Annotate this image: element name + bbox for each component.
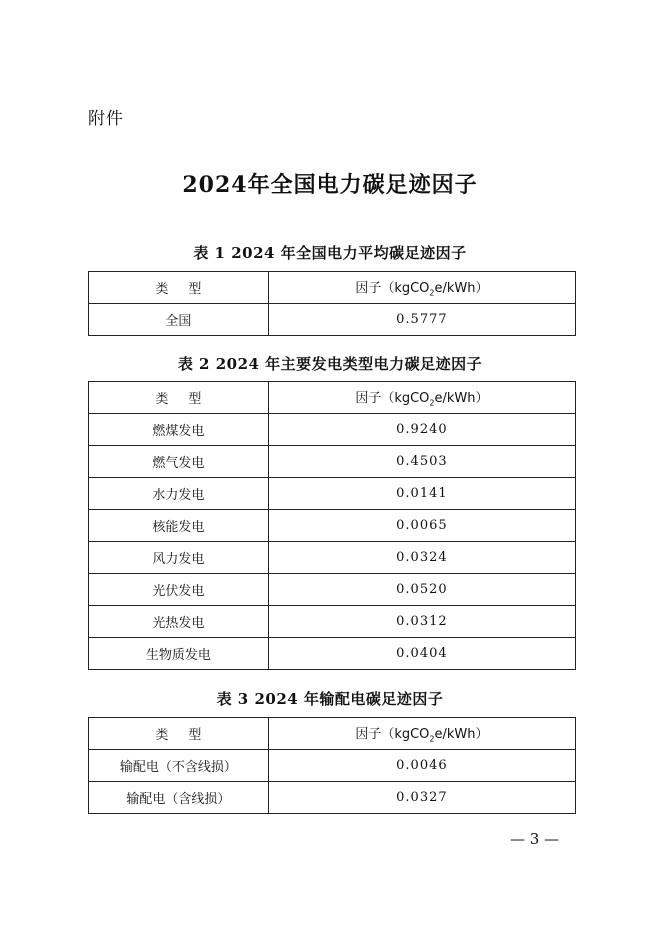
table-2-generation-types (88, 381, 576, 670)
header-type: 类型 (89, 382, 269, 414)
table-row (89, 542, 576, 574)
cell-factor: 0.0046 (268, 750, 575, 782)
cell-type: 输配电（含线损） (89, 782, 269, 814)
cell-factor: 0.0141 (268, 478, 575, 510)
cell-factor: 0.9240 (268, 414, 575, 446)
table-3-caption: 表 3 2024 年输配电碳足迹因子 (216, 690, 444, 708)
cell-type: 输配电（不含线损） (89, 750, 269, 782)
cell-type: 燃气发电 (89, 446, 269, 478)
header-factor: 因子（kgCO$_2$e/kWh） (268, 382, 575, 414)
cell-factor: 0.0324 (268, 542, 575, 574)
cell-factor: 0.4503 (268, 446, 575, 478)
header-factor: 因子（kgCO$_2$e/kWh） (268, 718, 575, 750)
table-row (89, 478, 576, 510)
cell-type: 核能发电 (89, 510, 269, 542)
table-row (89, 606, 576, 638)
table-row (89, 510, 576, 542)
table-3-transmission (88, 717, 576, 814)
cell-type: 风力发电 (89, 542, 269, 574)
cell-factor: 0.0327 (268, 782, 575, 814)
cell-type: 全国 (89, 304, 269, 336)
table-row (89, 638, 576, 670)
cell-type: 光伏发电 (89, 574, 269, 606)
table-header-row (89, 272, 576, 304)
cell-factor: 0.5777 (268, 304, 575, 336)
header-factor: 因子（kgCO$_2$e/kWh） (268, 272, 575, 304)
cell-factor: 0.0312 (268, 606, 575, 638)
cell-type: 生物质发电 (89, 638, 269, 670)
cell-type: 水力发电 (89, 478, 269, 510)
table-row (89, 782, 576, 814)
table-header-row (89, 718, 576, 750)
table-row (89, 574, 576, 606)
page-title: 2024年全国电力碳足迹因子 (182, 172, 478, 198)
table-row (89, 750, 576, 782)
cell-factor: 0.0404 (268, 638, 575, 670)
table-2-caption: 表 2 2024 年主要发电类型电力碳足迹因子 (177, 355, 483, 373)
cell-type: 光热发电 (89, 606, 269, 638)
cell-type: 燃煤发电 (89, 414, 269, 446)
header-type: 类型 (89, 718, 269, 750)
table-1-caption: 表 1 2024 年全国电力平均碳足迹因子 (193, 244, 467, 262)
page-number: — 3 — (510, 830, 560, 848)
table-header-row (89, 382, 576, 414)
table-1-national-average (88, 271, 576, 336)
table-row (89, 304, 576, 336)
table-row (89, 414, 576, 446)
attachment-label: 附件 (88, 109, 124, 129)
cell-factor: 0.0520 (268, 574, 575, 606)
table-row (89, 446, 576, 478)
cell-factor: 0.0065 (268, 510, 575, 542)
header-type: 类型 (89, 272, 269, 304)
